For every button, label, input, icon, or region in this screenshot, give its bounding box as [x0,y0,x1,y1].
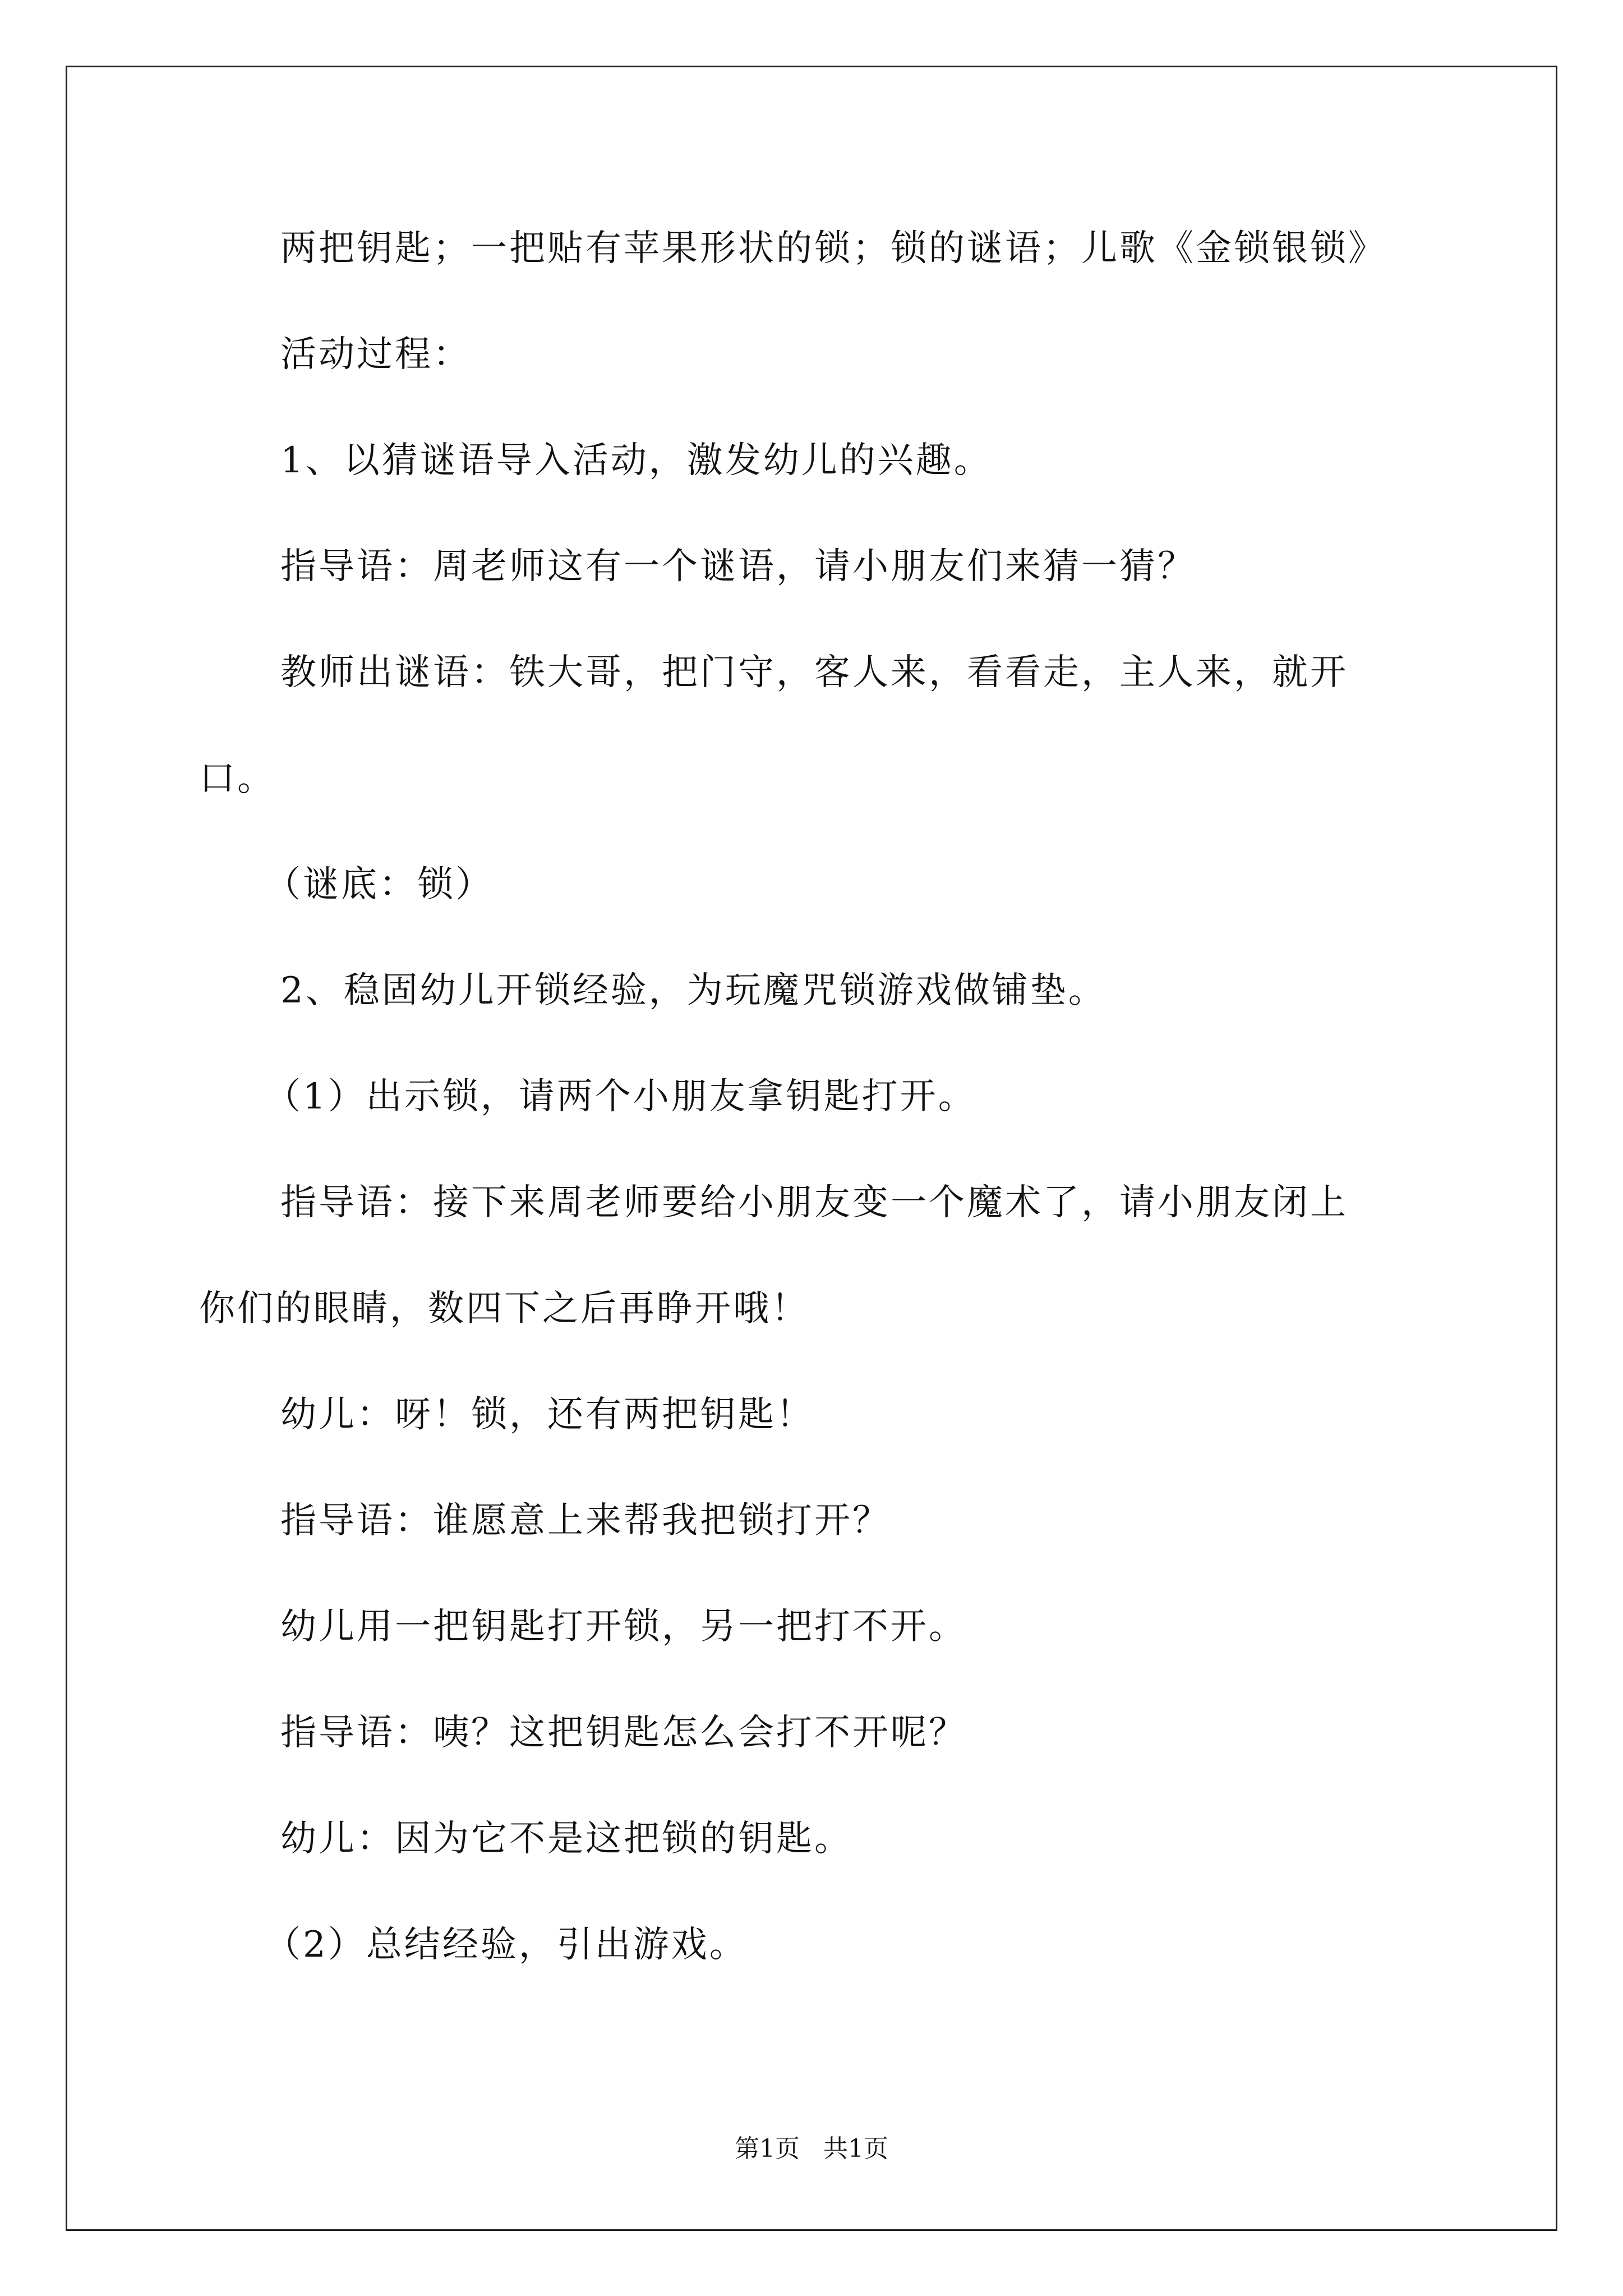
page-footer: 第1页 共1页 [735,2134,888,2163]
paragraph-guide-1: 指导语：周老师这有一个谜语，请小朋友们来猜一猜？ [280,546,1196,587]
paragraph-activity-process: 活动过程： [280,334,471,375]
paragraph-riddle: 教师出谜语：铁大哥，把门守，客人来，看看走，主人来，就开 [280,652,1348,693]
paragraph-guide-4: 指导语：咦？这把钥匙怎么会打不开呢？ [280,1712,967,1754]
paragraph-guide-2-continued: 你们的眼睛，数四下之后再睁开哦！ [199,1288,809,1329]
paragraph-riddle-answer: （谜底：锁） [265,864,494,905]
paragraph-guide-3: 指导语：谁愿意上来帮我把锁打开？ [280,1500,891,1542]
paragraph-child-1: 幼儿：呀！锁，还有两把钥匙！ [280,1394,814,1435]
paragraph-sub-1: （1）出示锁，请两个小朋友拿钥匙打开。 [265,1076,976,1117]
paragraph-materials: 两把钥匙；一把贴有苹果形状的锁；锁的谜语；儿歌《金锁银锁》 [280,228,1386,269]
paragraph-child-2: 幼儿：因为它不是这把锁的钥匙。 [280,1818,852,1860]
paragraph-step-2: 2、稳固幼儿开锁经验，为玩魔咒锁游戏做铺垫。 [280,970,1106,1011]
page-border [66,66,1557,2231]
paragraph-child-action: 幼儿用一把钥匙打开锁，另一把打不开。 [280,1606,967,1648]
paragraph-riddle-continued: 口。 [199,758,275,799]
paragraph-sub-2: （2）总结经验，引出游戏。 [265,1924,748,1966]
paragraph-step-1: 1、以猜谜语导入活动，激发幼儿的兴趣。 [280,440,992,481]
paragraph-guide-2: 指导语：接下来周老师要给小朋友变一个魔术了，请小朋友闭上 [280,1182,1348,1223]
